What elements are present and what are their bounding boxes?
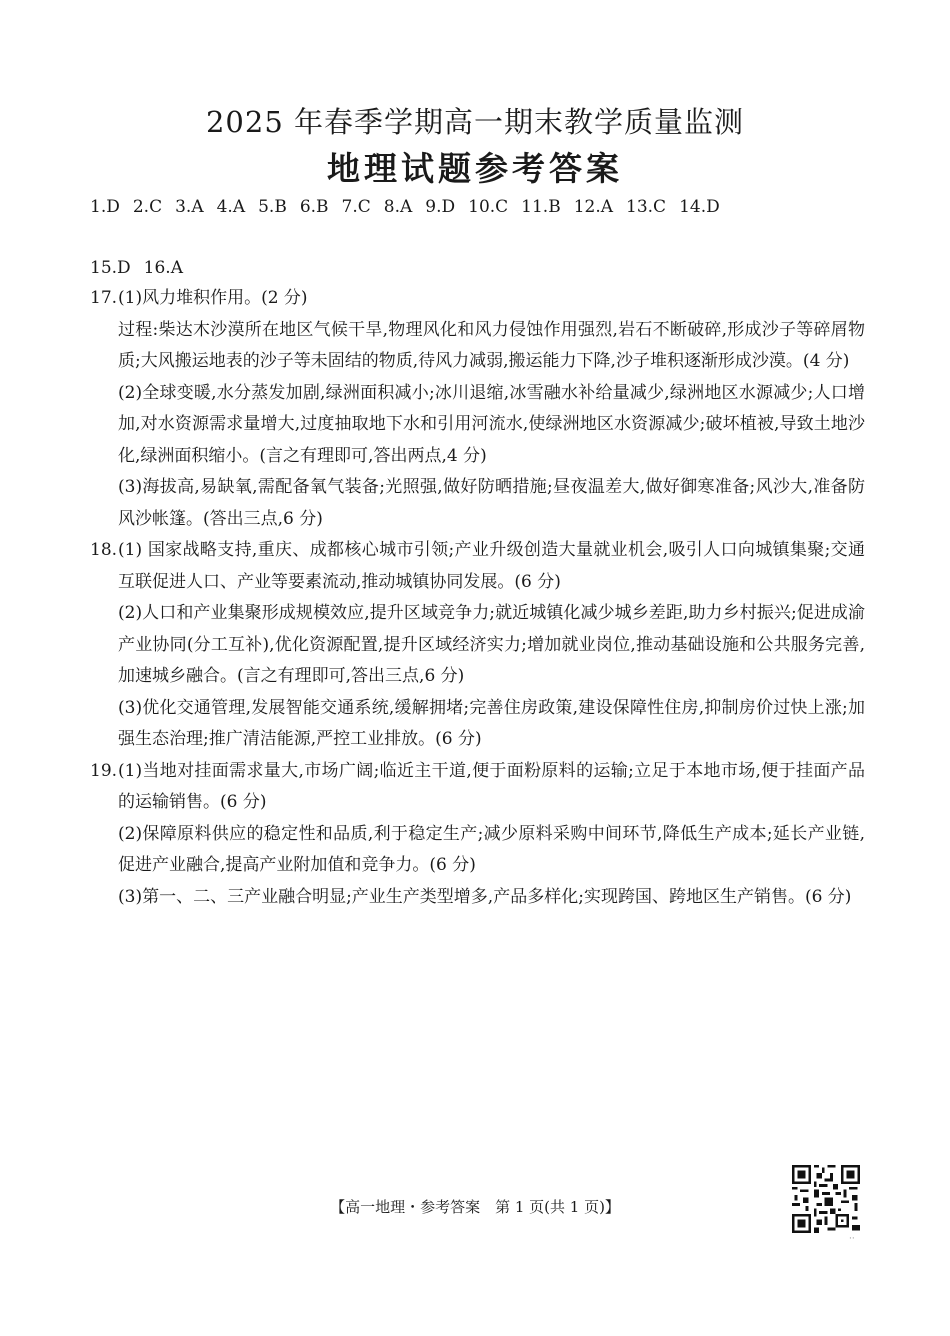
page-footer: 【高一地理・参考答案 第 1 页(共 1 页)】 — [330, 1198, 620, 1216]
question-number: 17. — [90, 288, 118, 308]
mc-answer: 2.C — [132, 197, 163, 217]
mc-answer: 9.D — [425, 197, 456, 217]
mc-answer: 7.C — [341, 197, 371, 217]
mc-answer: 1.D — [90, 197, 120, 217]
question-number: 19. — [90, 760, 118, 781]
mc-answer: 13.C — [626, 197, 667, 217]
question-number: 18. — [90, 540, 118, 560]
mc-answer: 12.A — [573, 197, 614, 217]
mc-answer: 6.B — [299, 197, 329, 217]
answer-paragraph: 过程:柴达木沙漠所在地区气候干旱,物理风化和风力侵蚀作用强烈,岩石不断破碎,形成沙子等碎屑物质;大风搬运地表的沙子等未固结的物质,待风力减弱,搬运能力下降,沙子堆积逐渐形成沙漠。(4 分) — [118, 319, 865, 371]
answer-paragraph: (2)人口和产业集聚形成规模效应,提升区域竞争力;就近城镇化减少城乡差距,助力乡村振兴;促进成渝产业协同(分工互补),优化资源配置,提升区域经济实力;增加就业岗位,推动基础设施和公共服务完善,加速城乡融合。(言之有理即可,答出三点,6 分) — [118, 603, 865, 686]
answer-paragraph: (3)第一、二、三产业融合明显;产业生产类型增多,产品多样化;实现跨国、跨地区生产销售。(6 分) — [118, 886, 852, 907]
mc-answer: 11.B — [521, 197, 561, 217]
answer-paragraph: (2)全球变暖,水分蒸发加剧,绿洲面积减小;冰川退缩,冰雪融水补给量减少,绿洲地区水源减少;人口增加,对水资源需求量增大,过度抽取地下水和引用河流水,使绿洲地区水资源减少;破坏植被,导致土地沙化,绿洲面积缩小。(言之有理即可,答出两点,4 分) — [118, 382, 865, 466]
mc-answer: 16.A — [143, 258, 183, 278]
answer-paragraph: (1)当地对挂面需求量大,市场广阔;临近主干道,便于面粉原料的运输;立足于本地市场,便于挂面产品的运输销售。(6 分) — [118, 760, 865, 812]
answer-paragraph: (2)保障原料供应的稳定性和品质,利于稳定生产;减少原料采购中间环节,降低生产成本;延长产业链,促进产业融合,提高产业附加值和竞争力。(6 分) — [118, 823, 865, 875]
short-answers — [90, 283, 865, 913]
mc-answer: 8.A — [383, 197, 413, 217]
corner-mark: ·· — [849, 1234, 855, 1244]
question-19 — [90, 756, 865, 914]
mc-answer: 4.A — [216, 197, 246, 217]
mc-answer: 10.C — [468, 197, 509, 217]
mc-answer: 15.D — [90, 258, 131, 278]
mc-answers-row2 — [90, 258, 870, 278]
question-17 — [90, 283, 865, 535]
answer-paragraph: (3)海拔高,易缺氧,需配备氧气装备;光照强,做好防晒措施;昼夜温差大,做好御寒准备;风沙大,准备防风沙帐篷。(答出三点,6 分) — [118, 477, 865, 529]
mc-answer: 14.D — [679, 197, 720, 217]
mc-answer: 3.A — [175, 197, 204, 217]
answer-paragraph: (1)风力堆积作用。(2 分) — [118, 288, 308, 308]
exam-title: 2025 年春季学期高一期末教学质量监测 — [205, 105, 745, 139]
question-18 — [90, 535, 865, 756]
mc-answers-row1 — [90, 197, 870, 217]
mc-answer: 5.B — [258, 197, 287, 217]
answer-key-subtitle: 地理试题参考答案 — [327, 149, 623, 188]
answer-paragraph: (3)优化交通管理,发展智能交通系统,缓解拥堵;完善住房政策,建设保障性住房,抑制房价过快上涨;加强生态治理;推广清洁能源,严控工业排放。(6 分) — [118, 697, 865, 749]
answer-paragraph: (1) 国家战略支持,重庆、成都核心城市引领;产业升级创造大量就业机会,吸引人口向城镇集聚;交通互联促进人口、产业等要素流动,推动城镇协同发展。(6 分) — [118, 540, 865, 592]
